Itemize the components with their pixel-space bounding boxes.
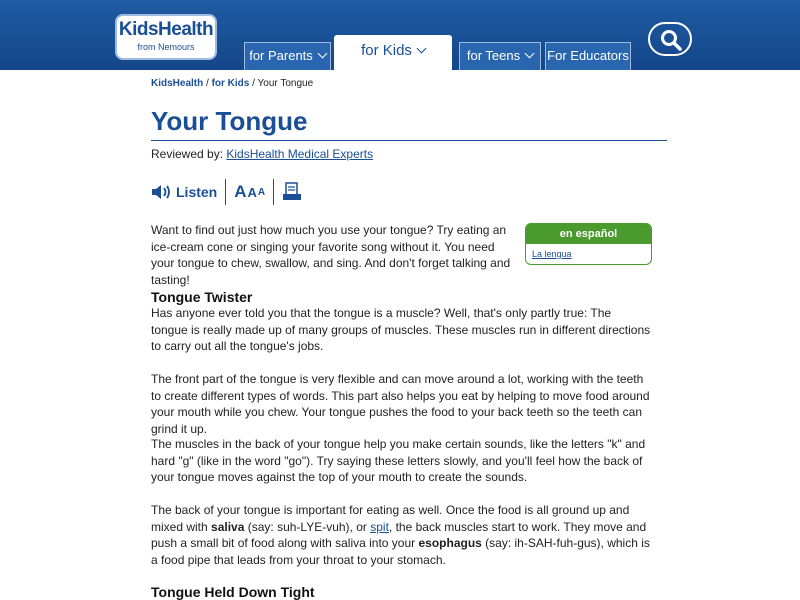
print-icon	[282, 182, 302, 202]
reviewed-prefix: Reviewed by:	[151, 147, 227, 161]
breadcrumb-sep: /	[249, 78, 258, 89]
text: The back of your tongue is important for eating as well. Once the food is all ground up and mixed with	[151, 503, 630, 534]
espanol-box	[525, 223, 652, 265]
paragraph: The muscles in the back of your tongue help you make certain sounds, like the letters "k" and hard "g" (like in the word "go"). Try saying these letters slowly, and you'll feel how the back of your tongue moves against the top of your mouth to create the sounds.	[151, 437, 646, 484]
title-divider	[151, 140, 667, 141]
tab-for-kids[interactable]	[334, 35, 452, 70]
listen-label: Listen	[176, 184, 218, 200]
section-heading: Tongue Held Down Tight	[151, 584, 315, 600]
tool-divider	[225, 179, 226, 205]
reviewed-by	[151, 147, 373, 161]
listen-button[interactable]	[151, 183, 217, 201]
paragraph	[151, 502, 651, 568]
chevron-down-icon	[416, 44, 426, 54]
page-title: Your Tongue	[151, 106, 308, 136]
tab-for-educators[interactable]	[545, 42, 631, 70]
term-saliva: saliva	[211, 519, 245, 534]
article-tools	[151, 179, 302, 205]
text-size-small: A	[257, 186, 266, 198]
espanol-link[interactable]: La lengua	[532, 249, 572, 259]
reviewed-by-link[interactable]: KidsHealth Medical Experts	[226, 147, 374, 161]
tab-for-parents[interactable]	[244, 42, 331, 70]
section-heading: Tongue Twister	[151, 289, 253, 305]
breadcrumb-sep: /	[203, 78, 212, 89]
text: (say: suh-LYE-vuh), or	[244, 519, 371, 534]
tab-label: for Parents	[249, 48, 313, 63]
breadcrumb-section-link[interactable]: for Kids	[211, 78, 250, 89]
tab-label: for Kids	[361, 42, 412, 59]
tool-divider	[273, 179, 274, 205]
text-size-button[interactable]	[234, 182, 265, 202]
tab-label: for Teens	[466, 48, 521, 63]
breadcrumb-current: Your Tongue	[257, 78, 314, 89]
spit-link[interactable]: spit	[370, 519, 389, 534]
logo-main-text: KidsHealth	[118, 19, 214, 40]
logo-sub-text: from Nemours	[137, 42, 195, 52]
espanol-heading: en español	[526, 224, 651, 244]
chevron-down-icon	[317, 49, 327, 59]
paragraph: Has anyone ever told you that the tongue is a muscle? Well, that's only partly true: The tongue is really made up of many groups of muscles. These muscles run in different directions to carry out all the tongue's jobs.	[151, 306, 651, 353]
intro-paragraph: Want to find out just how much you use your tongue? Try eating an ice-cream cone or singing your favorite song without it. You need your tongue to chew, swallow, and sing. And don't forget talking and tasting!	[151, 223, 511, 287]
search-button[interactable]	[648, 22, 692, 56]
speaker-icon	[151, 183, 173, 201]
paragraph: The front part of the tongue is very flexible and can move around a lot, working with the teeth to create different types of words. This part also helps you eat by helping to move food around your mouth while you chew. Your tongue pushes the food to your back teeth so the teeth can grind it up.	[151, 372, 650, 436]
text-size-medium: A	[247, 184, 257, 200]
tab-for-teens[interactable]	[459, 42, 541, 70]
chevron-down-icon	[525, 49, 535, 59]
kidshealth-logo[interactable]	[115, 14, 217, 60]
text: (say: ih-SAH-fuh-gus), which is a food pipe that leads from your throat to your stomach.	[151, 536, 650, 567]
text-size-large: A	[234, 182, 247, 201]
term-esophagus: esophagus	[418, 536, 482, 550]
search-icon	[660, 29, 682, 51]
site-header	[0, 0, 800, 70]
breadcrumb-home-link[interactable]: KidsHealth	[151, 78, 204, 89]
breadcrumb	[151, 78, 313, 89]
print-button[interactable]	[282, 182, 302, 202]
tab-label: For Educators	[547, 48, 629, 63]
text: , the back muscles start to work. They move and push a small bit of food along with saliva into your	[151, 519, 647, 550]
